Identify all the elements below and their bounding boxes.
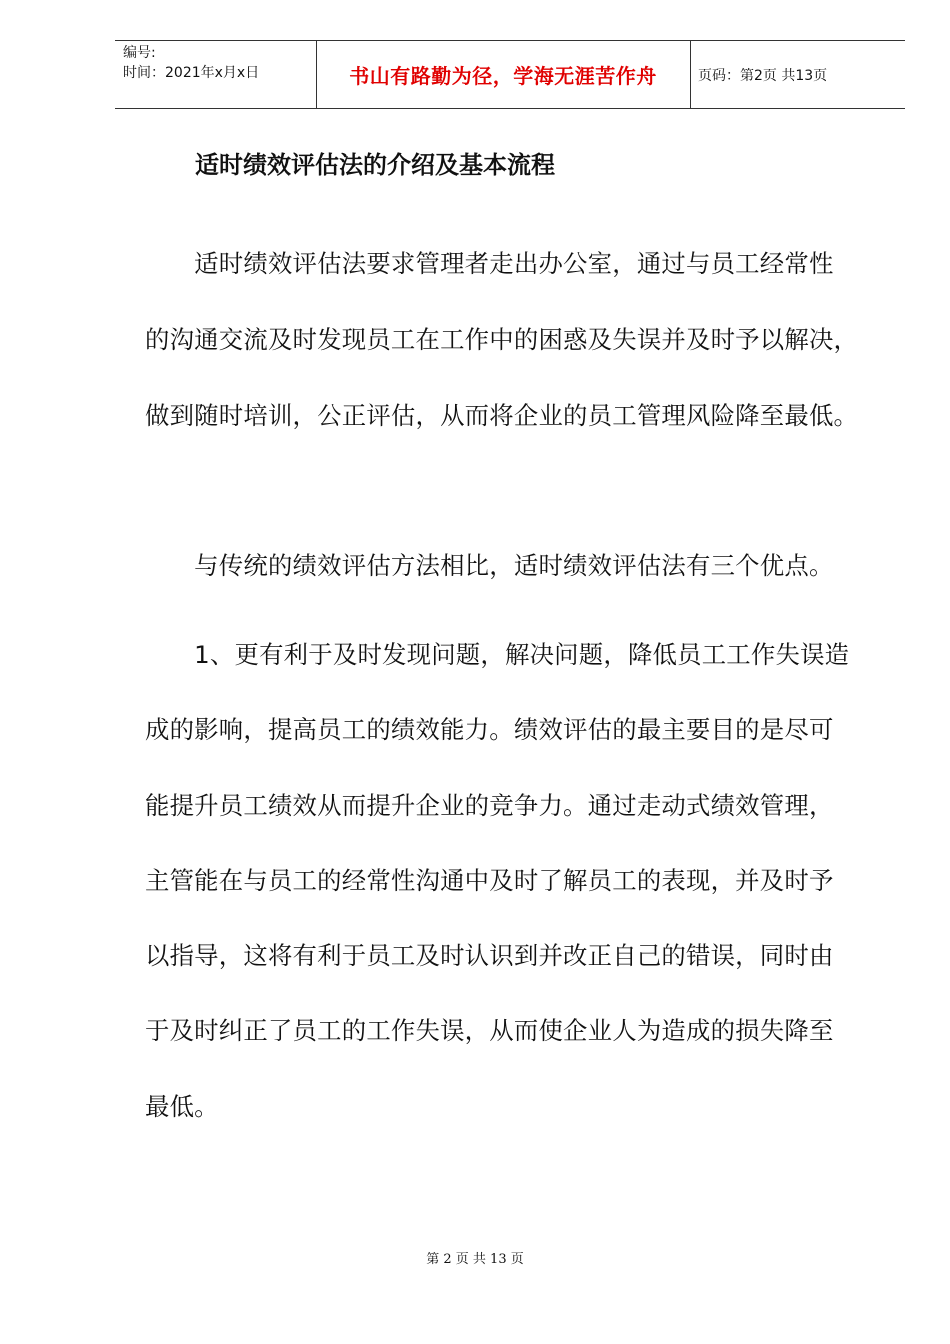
header-page-info: 页码：第2页 共13页 [698, 67, 828, 84]
header-meta [123, 43, 259, 83]
paragraph-intro [145, 226, 875, 454]
document-header [115, 40, 905, 109]
text-line: 成的影响，提高员工的绩效能力。绩效评估的最主要目的是尽可 [145, 715, 834, 745]
text-line: 能提升员工绩效从而提升企业的竞争力。通过走动式绩效管理， [145, 790, 834, 820]
time-label: 时间：2021年x月x日 [123, 65, 260, 81]
number-label: 编号: [123, 45, 156, 61]
header-divider [690, 41, 691, 108]
text-line: 以指导，这将有利于员工及时认识到并改正自己的错误，同时由 [145, 941, 834, 971]
paragraph-advantages [145, 528, 875, 604]
text-line: 适时绩效评估法要求管理者走出办公室，通过与员工经常性 [145, 249, 834, 278]
text-line: 做到随时培训，公正评估，从而将企业的员工管理风险降至最低。 [145, 401, 859, 430]
text-line: 的沟通交流及时发现员工在工作中的困惑及失误并及时予以解决， [145, 325, 859, 354]
document-title: 适时绩效评估法的介绍及基本流程 [195, 151, 555, 179]
text-line: 与传统的绩效评估方法相比，适时绩效评估法有三个优点。 [145, 551, 834, 580]
page-footer: 第 2 页 共 13 页 [426, 1252, 524, 1267]
text-line: 于及时纠正了员工的工作失误，从而使企业人为造成的损失降至 [145, 1016, 834, 1046]
text-line: 1、更有利于及时发现问题，解决问题，降低员工工作失误造 [145, 640, 850, 669]
text-line: 最低。 [145, 1091, 219, 1121]
paragraph-advantage-1 [145, 617, 875, 1144]
header-motto: 书山有路勤为径，学海无涯苦作舟 [349, 64, 657, 88]
text-line: 主管能在与员工的经常性沟通中及时了解员工的表现，并及时予 [145, 865, 834, 895]
